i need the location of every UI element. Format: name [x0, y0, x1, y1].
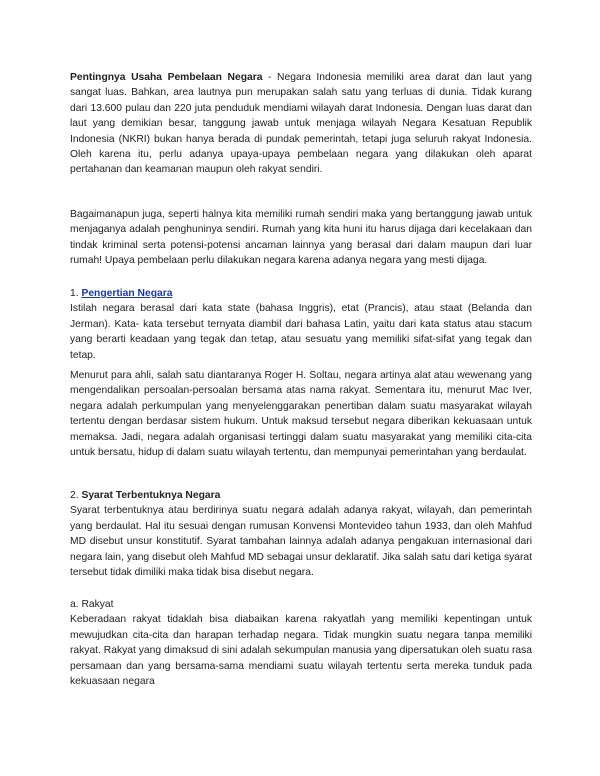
intro-paragraph: [70, 70, 532, 178]
section-2-block: [70, 488, 532, 580]
pengertian-negara-link[interactable]: Pengertian Negara: [81, 288, 173, 299]
intro-text: - Negara Indonesia memiliki area darat dan laut yang sangat luas. Bahkan, area lautnya pun merupakan salah satu yang terluas di dunia. Tidak kurang dari 13.600 pulau dan 220 juta penduduk mendiami wilayah darat Indonesia. Dengan luas darat dan laut yang demikian besar, tanggung jawab untuk menjaga wilayah Negara Kesatuan Republik Indonesia (NKRI) bukan hanya berada di pundak pemerintah, tetapi juga seluruh rakyat Indonesia. Oleh karena itu, perlu adanya upaya-upaya pembelaan negara yang dilakukan oleh aparat pertahanan dan keamanan maupun oleh rakyat sendiri.: [70, 72, 532, 176]
section-1-number: 1.: [70, 288, 82, 299]
paragraph-2: Bagaimanapun juga, seperti halnya kita memiliki rumah sendiri maka yang bertanggung jawab untuk menjaganya adalah penghuninya sendiri. Rumah yang kita huni itu harus dijaga dari kecelakaan dan tindak kriminal serta potensi-potensi ancaman lainnya yang berasal dari dalam maupun dari luar rumah! Upaya pembelaan perlu dilakukan negara karena adanya negara yang mesti dijaga.: [70, 209, 532, 267]
section-1-block: [70, 286, 532, 363]
section-2-title: Syarat Terbentuknya Negara: [81, 490, 221, 501]
section-2-heading: [70, 488, 532, 503]
intro-paragraph-block: [70, 70, 532, 178]
subsection-a-text: Keberadaan rakyat tidaklah bisa diabaikan karena rakyatlah yang memiliki kepentingan untuk mewujudkan cita-cita dan harapan terhadap negara. Tidak mungkin suatu negara tanpa memiliki rakyat. Rakyat yang dimaksud di sini adalah sekumpulan manusia yang dipersatukan oleh suatu rasa persamaan dan yang bersama-sama mendiami suatu wilayah tertentu serta mereka tunduk pada kekuasaan negara: [70, 614, 532, 688]
intro-title: Pentingnya Usaha Pembelaan Negara: [70, 72, 263, 83]
subsection-a-title: a. Rakyat: [70, 599, 114, 610]
paragraph-soltau-block: [70, 368, 532, 460]
section-1-heading: [70, 286, 532, 301]
subsection-a-block: [70, 597, 532, 689]
section-2-text: Syarat terbentuknya atau berdirinya suatu negara adalah adanya rakyat, wilayah, dan pemerintah yang berdaulat. Hal itu sesuai dengan rumusan Konvensi Montevideo tahun 1933, dan oleh Mahfud MD disebut unsur konstitutif. Syarat tambahan lainnya adalah adanya pengakuan internasional dari negara lain, yang disebut oleh Mahfud MD sebagai unsur deklaratif. Jika salah satu dari ketiga syarat tersebut tidak dimiliki maka tidak bisa disebut negara.: [70, 505, 532, 579]
paragraph-2-block: [70, 207, 532, 269]
section-1-text: Istilah negara berasal dari kata state (bahasa Inggris), etat (Prancis), atau staat (Belanda dan Jerman). Kata- kata tersebut ternyata diambil dari bahasa Latin, yaitu dari kata status atau stacum yang berarti keadaan yang tegak dan tetap, atau sesuatu yang memiliki sifat-sifat yang tegak dan tetap.: [70, 303, 532, 361]
paragraph-soltau: Menurut para ahli, salah satu diantaranya Roger H. Soltau, negara artinya alat atau wewenang yang mengendalikan persoalan-persoalan bersama atas nama rakyat. Sementara itu, menurut Mac Iver, negara adalah perkumpulan yang menyelenggarakan penertiban dalam suatu masyarakat wilayah tertentu dengan berdasar sistem hukum. Untuk maksud tersebut negara diberikan kekuasaan untuk memaksa. Jadi, negara adalah organisasi tertinggi dalam suatu masyarakat yang memiliki cita-cita untuk bersatu, hidup di dalam suatu wilayah tertentu, dan mempunyai pemerintahan yang berdaulat.: [70, 370, 532, 459]
section-2-number: 2.: [70, 490, 82, 501]
